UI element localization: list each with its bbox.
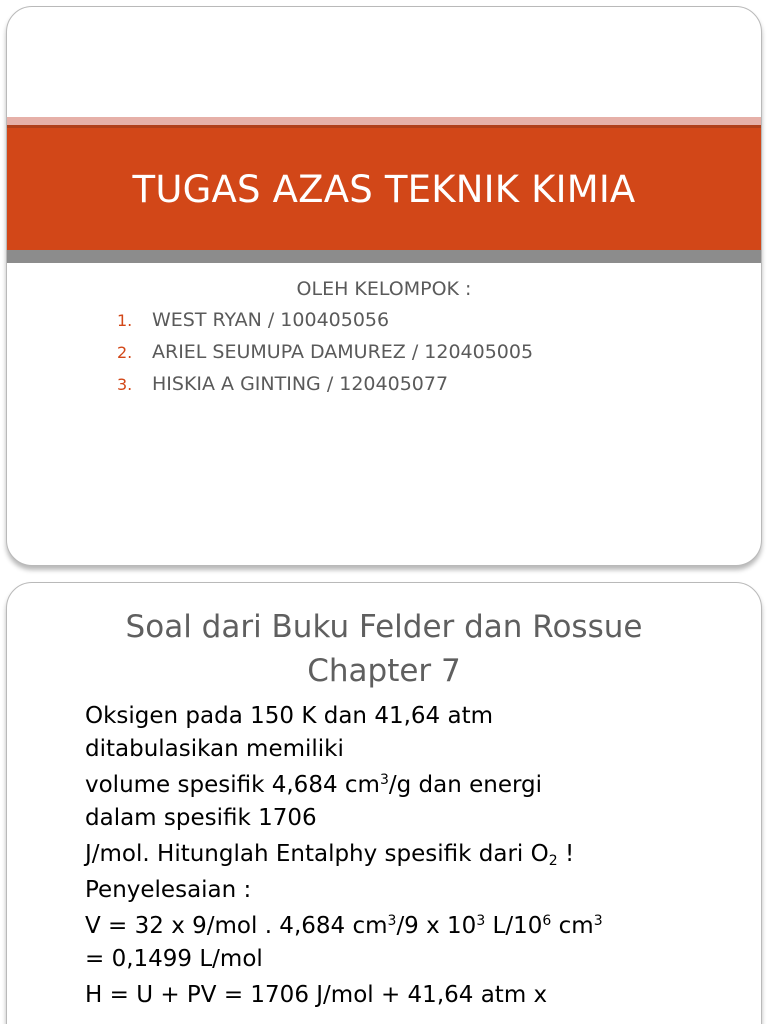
problem-text: /g dan energi — [388, 772, 543, 798]
solution-paragraph — [85, 910, 745, 976]
solution-text: /9 x 10 — [396, 913, 477, 939]
superscript: 6 — [542, 913, 552, 929]
slide-2-title — [7, 605, 761, 693]
list-number: 1. — [117, 311, 133, 330]
list-item — [117, 373, 533, 405]
member-name: WEST RYAN / 100405056 — [152, 309, 390, 331]
slide-2-body — [85, 700, 745, 1015]
problem-text: ditabulasikan memiliki — [85, 736, 344, 762]
problem-paragraph — [85, 838, 745, 871]
solution-heading: Penyelesaian : — [85, 877, 252, 903]
solution-text: = 0,1499 L/mol — [85, 946, 263, 972]
superscript: 3 — [593, 913, 603, 929]
solution-text: L/10 — [485, 913, 543, 939]
superscript: 3 — [476, 913, 486, 929]
list-number: 2. — [117, 343, 133, 362]
problem-text: Oksigen pada 150 K dan 41,64 atm — [85, 703, 493, 729]
member-list — [117, 309, 533, 405]
title-band-bottom-accent — [7, 250, 761, 263]
title-band-top-accent — [7, 117, 761, 125]
list-item — [117, 309, 533, 341]
member-name: HISKIA A GINTING / 120405077 — [152, 373, 449, 395]
solution-paragraph: H = U + PV = 1706 J/mol + 41,64 atm x — [85, 982, 548, 1008]
problem-text: dalam spesifik 1706 — [85, 805, 317, 831]
problem-text: J/mol. Hitunglah Entalphy spesifik dari O — [85, 841, 549, 867]
problem-paragraph — [85, 769, 745, 835]
list-item — [117, 341, 533, 373]
title-band — [7, 128, 761, 250]
member-name: ARIEL SEUMUPA DAMUREZ / 120405005 — [152, 341, 534, 363]
list-number: 3. — [117, 375, 133, 394]
slide-2-title-line: Chapter 7 — [307, 653, 461, 689]
slide-2-title-line: Soal dari Buku Felder dan Rossue — [125, 609, 643, 645]
slide-2 — [6, 582, 762, 1024]
problem-text: volume spesifik 4,684 cm — [85, 772, 380, 798]
slide-1-title: TUGAS AZAS TEKNIK KIMIA — [132, 167, 636, 211]
group-heading: OLEH KELOMPOK : — [296, 278, 472, 300]
problem-paragraph — [85, 700, 745, 766]
solution-text: cm — [551, 913, 594, 939]
solution-text: V = 32 x 9/mol . 4,684 cm — [85, 913, 388, 939]
subscript: 2 — [548, 853, 558, 869]
superscript: 3 — [379, 772, 389, 788]
slide-1 — [6, 6, 762, 566]
problem-text: ! — [557, 841, 575, 867]
superscript: 3 — [387, 913, 397, 929]
